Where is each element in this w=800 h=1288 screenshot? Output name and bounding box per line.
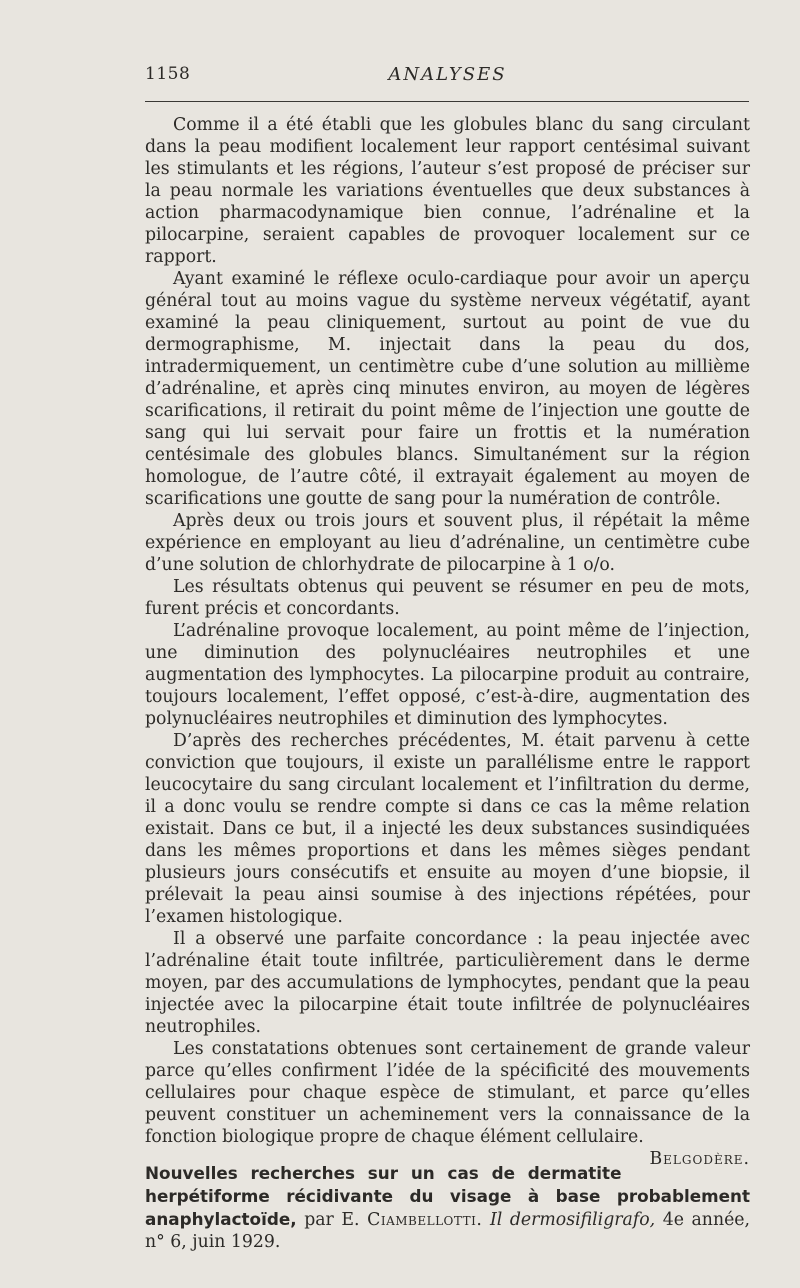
paragraph-8: [145, 1038, 750, 1169]
paragraph-3: Après deux ou trois jours et souvent plus, il répétait la même expérience en employant au lieu d’adrénaline, un centimètre cube d’une solution de chlorhydrate de pilocarpine à 1 o/o.: [145, 511, 750, 575]
paragraph-7: Il a observé une parfaite concordance : la peau injectée avec l’adrénaline était toute infiltrée, particulièrement dans le derme moyen, par des accumulations de lymphocytes, pendant que la peau injectée avec la pilocarpine était toute infiltrée de polynucléaires neutrophiles.: [145, 929, 750, 1037]
review-journal: Il dermosifiligrafo,: [489, 1210, 656, 1230]
next-review-heading: [145, 1162, 750, 1253]
paragraph-4: Les résultats obtenus qui peuvent se résumer en peu de mots, furent précis et concordants.: [145, 577, 750, 619]
paragraph-5: L’adrénaline provoque localement, au point même de l’injection, une diminution des polynucléaires neutrophiles et une augmentation des lymphocytes. La pilocarpine produit au contraire, toujours localement, l’effet opposé, c’est-à-dire, augmentation des polynucléaires neutrophiles et diminution des lymphocytes.: [145, 621, 750, 729]
review-title: Nouvelles recherches sur un cas de dermatite herpétiforme récidivante du visage à base probablement anaphylactoïde,: [145, 1163, 750, 1229]
review-by: par E.: [304, 1210, 360, 1230]
review-issue: 4e année, n° 6, juin 1929.: [145, 1210, 751, 1252]
page-number: 1158: [145, 64, 191, 84]
paragraph-6: D’après des recherches précédentes, M. était parvenu à cette conviction que toujours, il existe un parallélisme entre le rapport leucocytaire du sang circulant localement et l’infiltration du derme, il a donc voulu se rendre compte si dans ce cas la même relation existait. Dans ce but, il a injecté les deux substances susindiquées dans les mêmes proportions et dans les mêmes sièges pendant plusieurs jours consécutifs et ensuite au moyen d’une biopsie, il prélevait la peau ainsi soumise à des injections répétées, pour l’examen histologique.: [145, 731, 750, 927]
author-signature: Belgodère.: [649, 1149, 750, 1169]
review-author: Ciambellotti.: [367, 1210, 483, 1230]
running-title: ANALYSES: [388, 64, 507, 85]
paragraph-1: Comme il a été établi que les globules blanc du sang circulant dans la peau modifient localement leur rapport centésimal suivant les stimulants et les régions, l’auteur s’est proposé de préciser sur la peau normale les variations éventuelles que deux substances à action pharmacodynamique bien connue, l’adrénaline et la pilocarpine, seraient capables de provoquer localement sur ce rapport.: [145, 115, 750, 267]
article-body: [145, 114, 750, 1253]
header-rule: [145, 101, 749, 102]
paragraph-8-text: Les constatations obtenues sont certainement de grande valeur parce qu’elles confirment l’idée de la spécificité des mouvements cellulaires pour chaque espèce de stimulant, et parce qu’elles peuvent constituer un acheminement vers la connaissance de la fonction biologique propre de chaque élément cellulaire.: [145, 1039, 750, 1147]
paragraph-2: Ayant examiné le réflexe oculo-cardiaque pour avoir un aperçu général tout au moins vague du système nerveux végétatif, ayant examiné la peau cliniquement, surtout au point de vue du dermographisme, M. injectait dans la peau du dos, intradermiquement, un centimètre cube d’une solution au millième d’adrénaline, et après cinq minutes environ, au moyen de légères scarifications, il retirait du point même de l’injection une goutte de sang qui lui servait pour faire un frottis et la numération centésimale des globules blancs. Simultanément sur la région homologue, de l’autre côté, il extrayait également au moyen de scarifications une goutte de sang pour la numération de contrôle.: [145, 269, 750, 509]
page-header: [145, 64, 750, 88]
